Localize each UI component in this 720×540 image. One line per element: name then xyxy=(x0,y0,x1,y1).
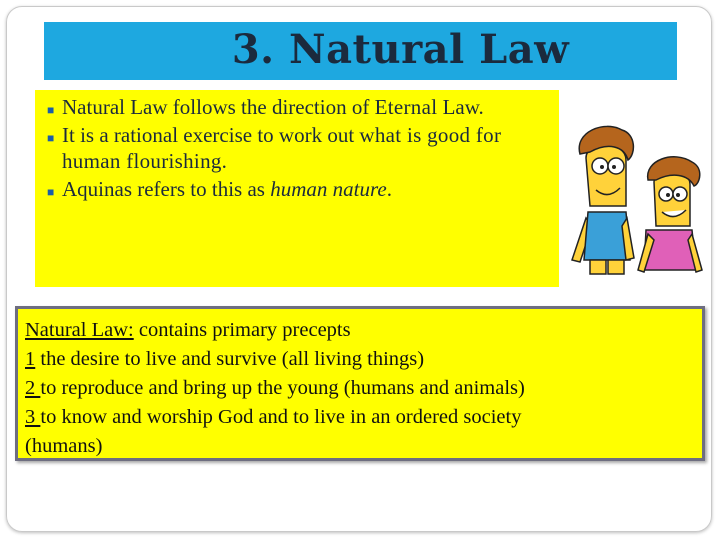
precept-number: 1 xyxy=(25,348,36,370)
precept-text: to reproduce and bring up the young (humans and animals) xyxy=(40,377,525,399)
bullet-item xyxy=(47,122,547,174)
precept-number: 2 xyxy=(25,377,41,399)
bullet-text-italic: human nature xyxy=(270,177,387,201)
bullet-text: Aquinas refers to this as xyxy=(62,177,271,201)
precept-number: 3 xyxy=(25,406,41,428)
title-bar xyxy=(44,22,677,80)
precept-item xyxy=(25,403,694,432)
bullet-square-icon: ■ xyxy=(47,103,55,117)
bullet-item xyxy=(47,94,547,120)
bullet-text: It is a rational exercise to work out xyxy=(62,123,360,147)
two-cartoon-boys-icon xyxy=(564,120,714,286)
precept-item xyxy=(25,345,694,374)
bullet-square-icon: ■ xyxy=(47,185,55,199)
bullet-text: Eternal xyxy=(374,95,438,119)
bullet-text: Law. xyxy=(437,95,484,119)
precept-text: the desire to live and survive (all living things) xyxy=(35,348,425,370)
precepts-panel xyxy=(15,306,705,461)
precept-continuation: (humans) xyxy=(25,435,103,457)
bullet-text: follows the direction of xyxy=(167,95,375,119)
precepts-heading: Natural Law: xyxy=(25,319,134,341)
bullet-list xyxy=(47,94,547,204)
bullet-text: Natural Law xyxy=(62,95,168,119)
precepts-text xyxy=(25,316,694,461)
tall-boy-figure xyxy=(572,126,634,274)
slide-title: 3. Natural Law xyxy=(231,25,570,73)
precepts-heading-rest: contains primary precepts xyxy=(133,319,351,341)
precept-item xyxy=(25,374,694,403)
small-boy-figure xyxy=(638,157,702,272)
bullet-text: what is good for human flourishing xyxy=(62,123,502,173)
bullets-panel xyxy=(35,90,559,287)
bullet-text: . xyxy=(386,177,392,201)
precepts-heading-line xyxy=(25,316,694,345)
bullet-square-icon: ■ xyxy=(47,131,55,145)
bullet-text: . xyxy=(221,149,227,173)
bullet-item xyxy=(47,176,547,202)
precept-text: to know and worship God and to live in an ordered society xyxy=(40,406,522,428)
